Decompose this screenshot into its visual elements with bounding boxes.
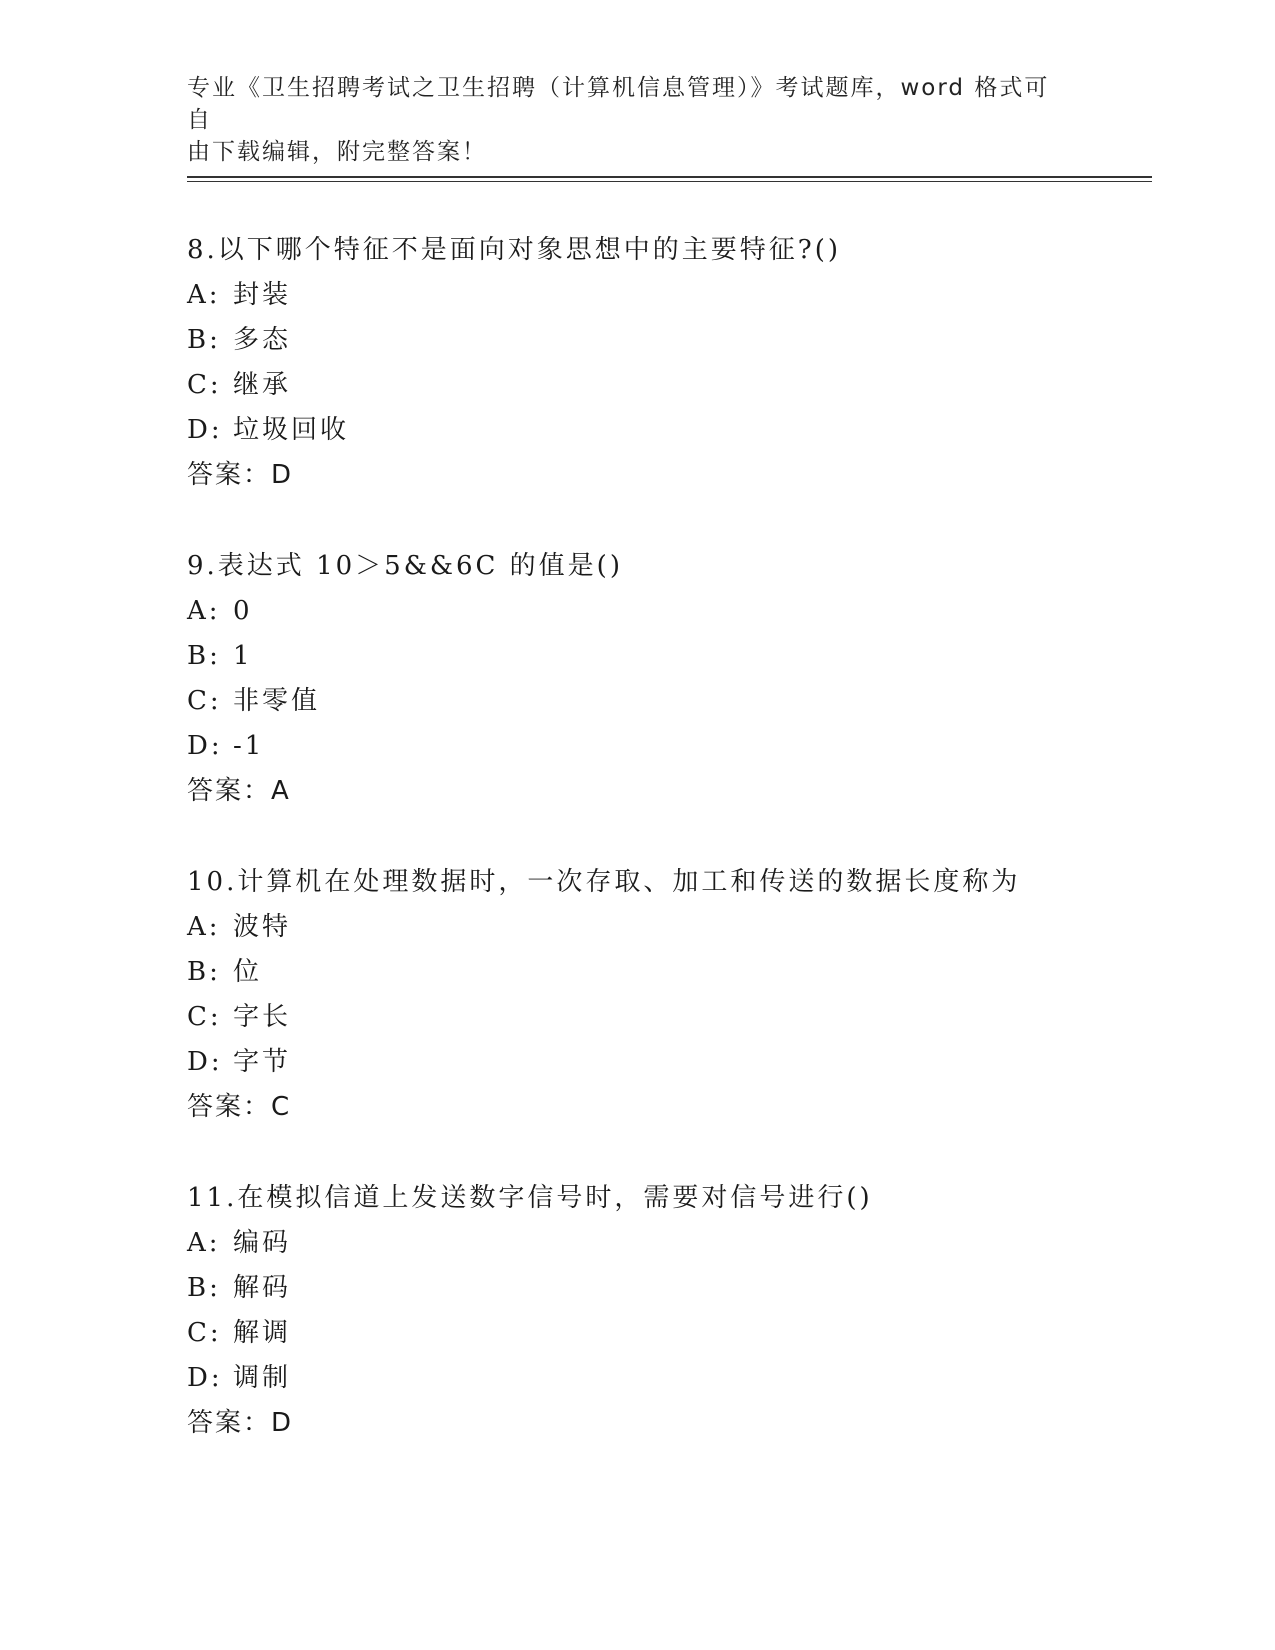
option-b [187, 318, 1187, 363]
option-letter: A: [187, 912, 221, 942]
option-text: 解调 [233, 1318, 292, 1348]
option-letter: C: [187, 1002, 222, 1032]
option-letter: B: [187, 641, 221, 671]
option-a [187, 273, 1187, 318]
option-a [187, 1221, 1187, 1266]
question-block [187, 544, 1187, 814]
option-text: 字长 [233, 1002, 292, 1032]
option-c [187, 995, 1187, 1040]
question-text: 11.在模拟信道上发送数字信号时，需要对信号进行() [187, 1183, 873, 1213]
option-d [187, 724, 1187, 769]
option-letter: C: [187, 686, 222, 716]
answer-value: D [271, 460, 292, 490]
option-a [187, 589, 1187, 634]
option-letter: B: [187, 1273, 221, 1303]
option-letter: B: [187, 957, 221, 987]
option-b [187, 1266, 1187, 1311]
answer-line [187, 1401, 1187, 1446]
question-text: 8.以下哪个特征不是面向对象思想中的主要特征?() [187, 235, 842, 265]
document-header [187, 72, 1067, 168]
option-text: 封装 [233, 280, 292, 310]
option-d [187, 408, 1187, 453]
option-letter: A: [187, 596, 221, 626]
option-letter: B: [187, 325, 221, 355]
header-divider-thin [187, 181, 1152, 182]
option-text: 垃圾回收 [233, 415, 350, 445]
header-divider-thick [187, 176, 1152, 178]
option-text: 继承 [233, 370, 292, 400]
question-block [187, 860, 1187, 1130]
option-text: 非零值 [233, 686, 321, 716]
answer-label: 答案： [187, 1408, 272, 1438]
question-text: 9.表达式 10＞5&&6C 的值是() [187, 551, 623, 581]
option-letter: A: [187, 280, 221, 310]
option-text: 0 [233, 596, 253, 626]
answer-label: 答案： [187, 776, 272, 806]
answer-line [187, 453, 1187, 498]
header-line-2: 由下载编辑，附完整答案！ [187, 139, 487, 165]
option-text: 字节 [233, 1047, 292, 1077]
header-line-1: 专业《卫生招聘考试之卫生招聘（计算机信息管理）》考试题库，word 格式可自 [187, 75, 1050, 133]
answer-label: 答案： [187, 1092, 272, 1122]
option-d [187, 1356, 1187, 1401]
option-letter: D: [187, 1047, 223, 1077]
option-letter: D: [187, 415, 223, 445]
question-block [187, 1176, 1187, 1446]
option-c [187, 679, 1187, 724]
option-letter: C: [187, 1318, 222, 1348]
option-text: 编码 [233, 1228, 292, 1258]
answer-value: C [271, 1092, 290, 1122]
option-letter: D: [187, 731, 223, 761]
answer-value: D [271, 1408, 292, 1438]
option-b [187, 950, 1187, 995]
option-letter: C: [187, 370, 222, 400]
option-c [187, 363, 1187, 408]
option-text: 位 [233, 957, 263, 987]
option-b [187, 634, 1187, 679]
option-text: 多态 [233, 325, 292, 355]
option-letter: D: [187, 1363, 223, 1393]
option-text: -1 [233, 731, 265, 761]
question-text: 10.计算机在处理数据时，一次存取、加工和传送的数据长度称为 [187, 867, 1021, 897]
option-text: 解码 [233, 1273, 292, 1303]
option-text: 调制 [233, 1363, 292, 1393]
question-block [187, 228, 1187, 498]
answer-line [187, 1085, 1187, 1130]
option-d [187, 1040, 1187, 1085]
answer-label: 答案： [187, 460, 272, 490]
option-a [187, 905, 1187, 950]
option-text: 1 [233, 641, 253, 671]
option-letter: A: [187, 1228, 221, 1258]
option-c [187, 1311, 1187, 1356]
answer-line [187, 769, 1187, 814]
option-text: 波特 [233, 912, 292, 942]
answer-value: A [271, 776, 289, 806]
